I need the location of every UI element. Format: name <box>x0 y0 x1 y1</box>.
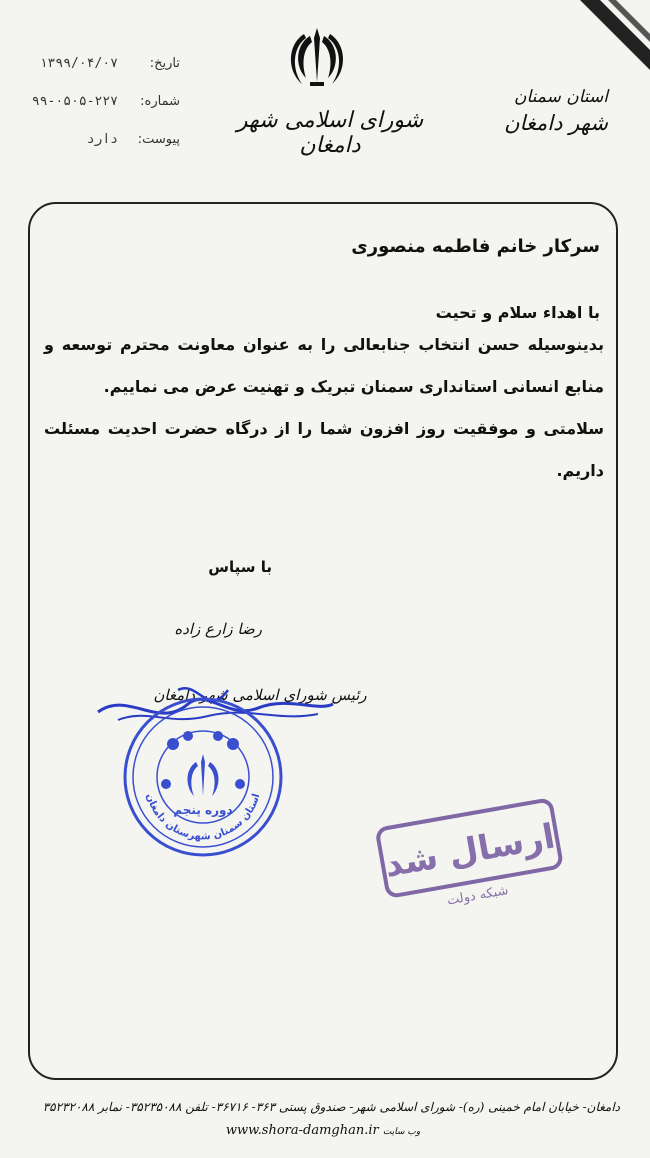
seal-outer-text: استان سمنان شهرستان دامغان <box>143 792 263 843</box>
letter-body <box>44 222 604 492</box>
sent-stamp <box>370 792 570 912</box>
corner-flag-mark <box>570 0 650 80</box>
footer-address: دامغان- خیابان امام خمینی (ره)- شورای اسلامی شهر- صندوق پستی ۳۶۳- ۳۶۷۱۶- تلفن ۳۵۲۳۵۰۸۸- نمابر ۳۵۲۳۲۰۸۸ <box>42 1100 620 1114</box>
date-value: ۱۳۹۹/۰۴/۰۷ <box>39 56 118 71</box>
sent-stamp-subtext: شبکه دولت <box>445 883 510 909</box>
footer-website-line <box>40 1118 610 1145</box>
council-seal <box>118 692 288 862</box>
letter-footer <box>40 1096 620 1145</box>
council-title: شورای اسلامی شهر دامغان <box>236 108 424 158</box>
attachment-label: پیوست: <box>137 132 180 147</box>
greeting: با اهداء سلام و تحیت <box>435 303 600 322</box>
province-name: استان سمنان <box>513 87 608 107</box>
number-row <box>30 94 180 132</box>
province-block <box>488 84 608 136</box>
date-row <box>30 56 180 94</box>
number-label: شماره: <box>140 94 180 109</box>
paragraph-congratulation: بدینوسیله حسن انتخاب جنابعالی را به عنوان معاونت محترم توسعه و منابع انسانی استانداری سمنان تبریک و تهنیت عرض می نماییم. <box>44 335 604 396</box>
svg-text:استان سمنان شهرستان دامغان <box>144 792 263 842</box>
signer-name: رضا زارع زاده <box>174 620 262 638</box>
addressee: سرکار خانم فاطمه منصوری <box>351 236 600 257</box>
signature-title: رئیس شورای اسلامی شهر دامغان <box>153 686 367 704</box>
letter-meta <box>30 56 180 170</box>
attachment-row <box>30 132 180 170</box>
iran-emblem-icon <box>282 22 352 92</box>
footer-website: www.shora-damghan.ir <box>225 1123 379 1138</box>
seal-inner-text: دوره پنجم <box>173 803 233 817</box>
footer-website-label: وب سایت <box>382 1127 421 1137</box>
attachment-value: دارد <box>86 132 118 147</box>
paragraph-wishes: سلامتی و موفقیت روز افزون شما را از درگاه حضرت احدیت مسئلت داریم. <box>44 419 604 480</box>
sent-stamp-text: ارسال شد <box>381 816 558 886</box>
date-label: تاریخ: <box>149 56 180 71</box>
number-value: ۹۹-۰۵۰۵-۲۲۷ <box>31 94 118 109</box>
city-name: شهر دامغان <box>504 111 608 135</box>
closing: با سپاس <box>208 558 272 576</box>
